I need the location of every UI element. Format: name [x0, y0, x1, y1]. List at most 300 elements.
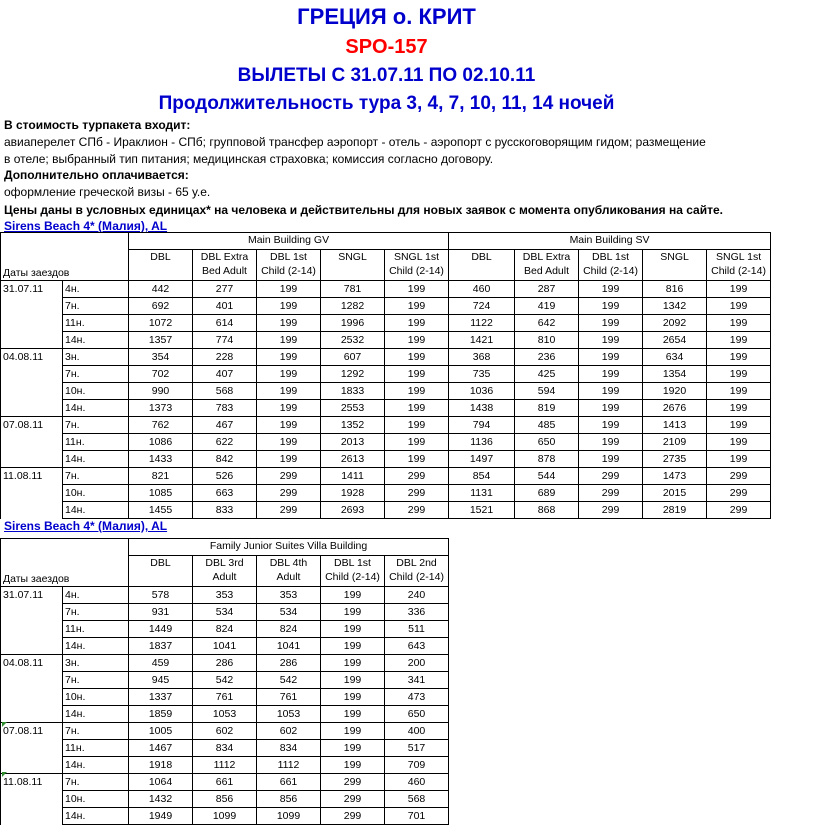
arrival-date-cell	[1, 706, 63, 723]
price-cell: 2553	[321, 400, 385, 417]
price-cell: 199	[579, 332, 643, 349]
price-cell: 199	[257, 400, 321, 417]
spo-code: SPO-157	[345, 36, 428, 58]
price-cell: 1467	[129, 740, 193, 757]
price-cell: 526	[193, 468, 257, 485]
price-cell: 661	[257, 774, 321, 791]
price-cell: 868	[515, 502, 579, 519]
table-row	[1, 434, 771, 451]
nights-cell: 14н.	[63, 502, 129, 519]
price-cell: 199	[385, 298, 449, 315]
price-cell: 824	[257, 621, 321, 638]
price-cell: 199	[321, 740, 385, 757]
price-cell: 517	[385, 740, 449, 757]
arrival-date-cell: 04.08.11	[1, 655, 63, 672]
price-cell: 1342	[643, 298, 707, 315]
price-cell: 467	[193, 417, 257, 434]
price-cell: 199	[257, 332, 321, 349]
price-cell: 602	[257, 723, 321, 740]
table-row	[1, 689, 449, 706]
price-cell: 299	[579, 502, 643, 519]
table-row	[1, 383, 771, 400]
price-cell: 1064	[129, 774, 193, 791]
price-cell: 842	[193, 451, 257, 468]
price-cell: 199	[321, 638, 385, 655]
nights-cell: 11н.	[63, 621, 129, 638]
price-cell: 542	[193, 672, 257, 689]
table-row	[1, 791, 449, 808]
price-cell: 199	[385, 417, 449, 434]
nights-cell: 10н.	[63, 383, 129, 400]
price-cell: 2819	[643, 502, 707, 519]
arrival-date-cell: 31.07.11	[1, 281, 63, 298]
price-cell: 199	[579, 451, 643, 468]
arrival-date-cell: 31.07.11	[1, 587, 63, 604]
nights-cell: 7н.	[63, 366, 129, 383]
price-cell: 834	[257, 740, 321, 757]
price-cell: 2532	[321, 332, 385, 349]
cell-comment-marker	[2, 772, 7, 777]
price-cell: 299	[579, 468, 643, 485]
extra-title: Дополнительно оплачивается:	[4, 168, 189, 182]
price-cell: 834	[193, 740, 257, 757]
cell-comment-marker	[2, 722, 7, 727]
price-cell: 544	[515, 468, 579, 485]
blank-corner-cell	[1, 233, 129, 250]
price-cell: 199	[579, 281, 643, 298]
nights-cell: 10н.	[63, 485, 129, 502]
arrival-date-cell	[1, 332, 63, 349]
table-row	[1, 655, 449, 672]
price-cell: 199	[385, 451, 449, 468]
price-cell: 1354	[643, 366, 707, 383]
price-cell: 287	[515, 281, 579, 298]
price-cell: 761	[257, 689, 321, 706]
price-cell: 568	[193, 383, 257, 400]
arrival-date-cell	[1, 604, 63, 621]
price-cell: 199	[579, 315, 643, 332]
nights-cell: 10н.	[63, 791, 129, 808]
price-cell: 199	[257, 451, 321, 468]
price-cell: 460	[449, 281, 515, 298]
column-header: DBL Extra Bed Adult	[193, 249, 257, 281]
nights-cell: 14н.	[63, 332, 129, 349]
price-cell: 236	[515, 349, 579, 366]
price-cell: 419	[515, 298, 579, 315]
price-cell: 2015	[643, 485, 707, 502]
price-cell: 1949	[129, 808, 193, 825]
extra-line: оформление греческой визы - 65 у.е.	[4, 185, 211, 199]
price-cell: 931	[129, 604, 193, 621]
price-cell: 1086	[129, 434, 193, 451]
price-cell: 622	[193, 434, 257, 451]
price-cell: 1833	[321, 383, 385, 400]
price-cell: 816	[643, 281, 707, 298]
hotel-link-2[interactable]: Sirens Beach 4* (Малия), AL	[4, 519, 168, 533]
price-cell: 614	[193, 315, 257, 332]
price-cell: 425	[515, 366, 579, 383]
price-cell: 368	[449, 349, 515, 366]
price-cell: 199	[385, 281, 449, 298]
date-column-label: Даты заездов	[1, 249, 129, 281]
arrival-date-cell	[1, 689, 63, 706]
table-row	[1, 400, 771, 417]
arrival-date-cell: 07.08.11	[1, 723, 63, 740]
price-cell: 1122	[449, 315, 515, 332]
column-header: DBL 4th Adult	[257, 555, 321, 587]
price-cell: 821	[129, 468, 193, 485]
price-cell: 199	[707, 434, 771, 451]
price-cell: 735	[449, 366, 515, 383]
arrival-date-cell: 11.08.11	[1, 468, 63, 485]
price-cell: 2013	[321, 434, 385, 451]
table-row	[1, 315, 771, 332]
date-column-label: Даты заездов	[1, 555, 129, 587]
nights-cell: 14н.	[63, 706, 129, 723]
arrival-date-cell	[1, 383, 63, 400]
includes-line-2: в отеле; выбранный тип питания; медицинская страховка; комиссия согласно договору.	[4, 152, 494, 166]
nights-cell: 10н.	[63, 689, 129, 706]
table-row	[1, 757, 449, 774]
price-cell: 833	[193, 502, 257, 519]
price-cell: 199	[707, 332, 771, 349]
price-cell: 199	[321, 757, 385, 774]
price-cell: 634	[643, 349, 707, 366]
hotel-link-1[interactable]: Sirens Beach 4* (Малия), AL	[4, 219, 168, 233]
price-cell: 1497	[449, 451, 515, 468]
price-cell: 794	[449, 417, 515, 434]
price-cell: 602	[193, 723, 257, 740]
price-cell: 1292	[321, 366, 385, 383]
table-row	[1, 604, 449, 621]
table-row	[1, 366, 771, 383]
price-cell: 2654	[643, 332, 707, 349]
price-cell: 990	[129, 383, 193, 400]
blank-corner-cell	[1, 539, 129, 556]
nights-cell: 4н.	[63, 587, 129, 604]
price-cell: 336	[385, 604, 449, 621]
price-cell: 1112	[257, 757, 321, 774]
arrival-date-cell	[1, 485, 63, 502]
price-cell: 199	[707, 298, 771, 315]
price-cell: 1041	[257, 638, 321, 655]
nights-cell: 11н.	[63, 434, 129, 451]
table-row	[1, 332, 771, 349]
price-cell: 1085	[129, 485, 193, 502]
price-cell: 199	[707, 349, 771, 366]
price-cell: 199	[321, 723, 385, 740]
price-cell: 2092	[643, 315, 707, 332]
table-row	[1, 451, 771, 468]
price-cell: 661	[193, 774, 257, 791]
price-cell: 702	[129, 366, 193, 383]
price-cell: 2676	[643, 400, 707, 417]
price-cell: 353	[193, 587, 257, 604]
arrival-date-cell: 07.08.11	[1, 417, 63, 434]
price-cell: 459	[129, 655, 193, 672]
table-row	[1, 774, 449, 791]
price-cell: 200	[385, 655, 449, 672]
page-title: ГРЕЦИЯ о. КРИТ	[297, 4, 476, 29]
price-cell: 810	[515, 332, 579, 349]
price-cell: 299	[385, 502, 449, 519]
price-cell: 856	[193, 791, 257, 808]
price-cell: 1352	[321, 417, 385, 434]
price-cell: 1433	[129, 451, 193, 468]
price-note: Цены даны в условных единицах* на человека и действительны для новых заявок с момента опубликования на сайте.	[4, 203, 723, 217]
includes-line-1: авиаперелет СПб - Ираклион - СПб; групповой трансфер аэропорт - отель - аэропорт с русскоговорящим гидом; размещение	[4, 135, 706, 149]
column-header: SNGL 1st Child (2-14)	[385, 249, 449, 281]
column-header: DBL	[129, 555, 193, 587]
price-cell: 534	[193, 604, 257, 621]
price-cell: 650	[385, 706, 449, 723]
price-cell: 1036	[449, 383, 515, 400]
price-cell: 299	[257, 502, 321, 519]
arrival-date-cell	[1, 366, 63, 383]
column-header: DBL 2nd Child (2-14)	[385, 555, 449, 587]
includes-title: В стоимость турпакета входит:	[4, 118, 191, 132]
group-header: Family Junior Suites Villa Building	[129, 539, 449, 556]
price-cell: 1928	[321, 485, 385, 502]
price-cell: 1411	[321, 468, 385, 485]
price-cell: 643	[385, 638, 449, 655]
nights-cell: 14н.	[63, 808, 129, 825]
price-cell: 299	[707, 485, 771, 502]
arrival-date-cell	[1, 791, 63, 808]
price-cell: 442	[129, 281, 193, 298]
price-cell: 1131	[449, 485, 515, 502]
price-cell: 2693	[321, 502, 385, 519]
price-cell: 199	[579, 400, 643, 417]
arrival-date-cell	[1, 621, 63, 638]
price-cell: 701	[385, 808, 449, 825]
price-cell: 199	[707, 366, 771, 383]
price-cell: 199	[257, 417, 321, 434]
price-cell: 783	[193, 400, 257, 417]
nights-cell: 14н.	[63, 451, 129, 468]
nights-cell: 7н.	[63, 417, 129, 434]
column-header: SNGL	[321, 249, 385, 281]
price-cell: 1099	[193, 808, 257, 825]
price-cell: 542	[257, 672, 321, 689]
arrival-date-cell	[1, 740, 63, 757]
price-cell: 199	[257, 349, 321, 366]
price-cell: 199	[579, 383, 643, 400]
price-cell: 299	[707, 468, 771, 485]
price-cell: 724	[449, 298, 515, 315]
price-cell: 199	[707, 383, 771, 400]
price-cell: 199	[579, 434, 643, 451]
price-cell: 663	[193, 485, 257, 502]
price-cell: 228	[193, 349, 257, 366]
price-cell: 854	[449, 468, 515, 485]
price-cell: 2735	[643, 451, 707, 468]
price-cell: 1005	[129, 723, 193, 740]
price-cell: 1282	[321, 298, 385, 315]
price-cell: 199	[257, 315, 321, 332]
price-cell: 2613	[321, 451, 385, 468]
price-cell: 485	[515, 417, 579, 434]
price-cell: 1859	[129, 706, 193, 723]
tour-duration: Продолжительность тура 3, 4, 7, 10, 11, 14 ночей	[158, 93, 615, 114]
price-cell: 199	[385, 434, 449, 451]
group-header: Main Building SV	[449, 233, 771, 250]
price-cell: 299	[321, 774, 385, 791]
arrival-date-cell	[1, 757, 63, 774]
nights-cell: 7н.	[63, 672, 129, 689]
price-cell: 299	[321, 808, 385, 825]
table-row	[1, 468, 771, 485]
price-table-main-building	[0, 232, 771, 519]
price-cell: 199	[321, 655, 385, 672]
price-cell: 199	[385, 332, 449, 349]
price-cell: 199	[321, 672, 385, 689]
price-cell: 650	[515, 434, 579, 451]
price-cell: 642	[515, 315, 579, 332]
table-row	[1, 672, 449, 689]
nights-cell: 7н.	[63, 774, 129, 791]
price-cell: 199	[385, 383, 449, 400]
price-cell: 199	[707, 400, 771, 417]
price-cell: 299	[707, 502, 771, 519]
price-cell: 199	[257, 298, 321, 315]
arrival-date-cell: 11.08.11	[1, 774, 63, 791]
price-cell: 407	[193, 366, 257, 383]
nights-cell: 7н.	[63, 468, 129, 485]
price-cell: 692	[129, 298, 193, 315]
column-header: SNGL	[643, 249, 707, 281]
price-cell: 1438	[449, 400, 515, 417]
table-row	[1, 638, 449, 655]
price-cell: 1373	[129, 400, 193, 417]
price-cell: 1072	[129, 315, 193, 332]
price-cell: 401	[193, 298, 257, 315]
table-row	[1, 706, 449, 723]
price-cell: 819	[515, 400, 579, 417]
price-cell: 1455	[129, 502, 193, 519]
price-cell: 354	[129, 349, 193, 366]
price-cell: 1041	[193, 638, 257, 655]
price-cell: 199	[707, 281, 771, 298]
price-cell: 568	[385, 791, 449, 808]
price-cell: 199	[385, 315, 449, 332]
price-cell: 277	[193, 281, 257, 298]
price-cell: 1136	[449, 434, 515, 451]
arrival-date-cell	[1, 502, 63, 519]
departure-dates: ВЫЛЕТЫ С 31.07.11 ПО 02.10.11	[237, 65, 536, 86]
price-cell: 1473	[643, 468, 707, 485]
price-cell: 299	[321, 791, 385, 808]
table-row	[1, 502, 771, 519]
table-row	[1, 298, 771, 315]
price-cell: 299	[385, 468, 449, 485]
nights-cell: 7н.	[63, 604, 129, 621]
price-cell: 578	[129, 587, 193, 604]
price-cell: 199	[707, 315, 771, 332]
nights-cell: 7н.	[63, 723, 129, 740]
price-cell: 945	[129, 672, 193, 689]
table-row	[1, 485, 771, 502]
column-header: SNGL 1st Child (2-14)	[707, 249, 771, 281]
price-cell: 199	[321, 689, 385, 706]
price-cell: 1357	[129, 332, 193, 349]
arrival-date-cell	[1, 400, 63, 417]
price-cell: 1053	[193, 706, 257, 723]
price-cell: 286	[257, 655, 321, 672]
price-cell: 199	[707, 451, 771, 468]
nights-cell: 3н.	[63, 655, 129, 672]
nights-cell: 3н.	[63, 349, 129, 366]
price-cell: 2109	[643, 434, 707, 451]
price-table-family-suites	[0, 538, 449, 825]
price-cell: 240	[385, 587, 449, 604]
arrival-date-cell	[1, 434, 63, 451]
table-row	[1, 723, 449, 740]
price-cell: 511	[385, 621, 449, 638]
price-cell: 473	[385, 689, 449, 706]
column-header: DBL 1st Child (2-14)	[579, 249, 643, 281]
price-cell: 1521	[449, 502, 515, 519]
price-cell: 199	[385, 400, 449, 417]
price-cell: 199	[707, 417, 771, 434]
column-header: DBL 1st Child (2-14)	[321, 555, 385, 587]
nights-cell: 14н.	[63, 400, 129, 417]
price-cell: 460	[385, 774, 449, 791]
table-row	[1, 621, 449, 638]
price-cell: 1112	[193, 757, 257, 774]
price-cell: 199	[579, 349, 643, 366]
price-cell: 781	[321, 281, 385, 298]
arrival-date-cell	[1, 672, 63, 689]
price-cell: 400	[385, 723, 449, 740]
arrival-date-cell	[1, 638, 63, 655]
price-cell: 1413	[643, 417, 707, 434]
table-row	[1, 281, 771, 298]
price-cell: 199	[321, 604, 385, 621]
nights-cell: 7н.	[63, 298, 129, 315]
price-cell: 878	[515, 451, 579, 468]
price-cell: 299	[579, 485, 643, 502]
price-cell: 1053	[257, 706, 321, 723]
price-cell: 761	[193, 689, 257, 706]
nights-cell: 11н.	[63, 315, 129, 332]
price-cell: 1337	[129, 689, 193, 706]
price-cell: 1918	[129, 757, 193, 774]
table-row	[1, 587, 449, 604]
column-header: DBL	[449, 249, 515, 281]
price-cell: 774	[193, 332, 257, 349]
column-header: DBL 1st Child (2-14)	[257, 249, 321, 281]
price-cell: 1837	[129, 638, 193, 655]
table-row	[1, 417, 771, 434]
column-header: DBL	[129, 249, 193, 281]
nights-cell: 11н.	[63, 740, 129, 757]
price-cell: 199	[321, 587, 385, 604]
arrival-date-cell	[1, 315, 63, 332]
group-header: Main Building GV	[129, 233, 449, 250]
price-cell: 1099	[257, 808, 321, 825]
price-cell: 199	[385, 349, 449, 366]
price-cell: 199	[579, 366, 643, 383]
price-cell: 607	[321, 349, 385, 366]
arrival-date-cell	[1, 808, 63, 825]
price-cell: 856	[257, 791, 321, 808]
arrival-date-cell: 04.08.11	[1, 349, 63, 366]
price-cell: 199	[321, 706, 385, 723]
price-cell: 689	[515, 485, 579, 502]
price-cell: 199	[321, 621, 385, 638]
price-cell: 762	[129, 417, 193, 434]
